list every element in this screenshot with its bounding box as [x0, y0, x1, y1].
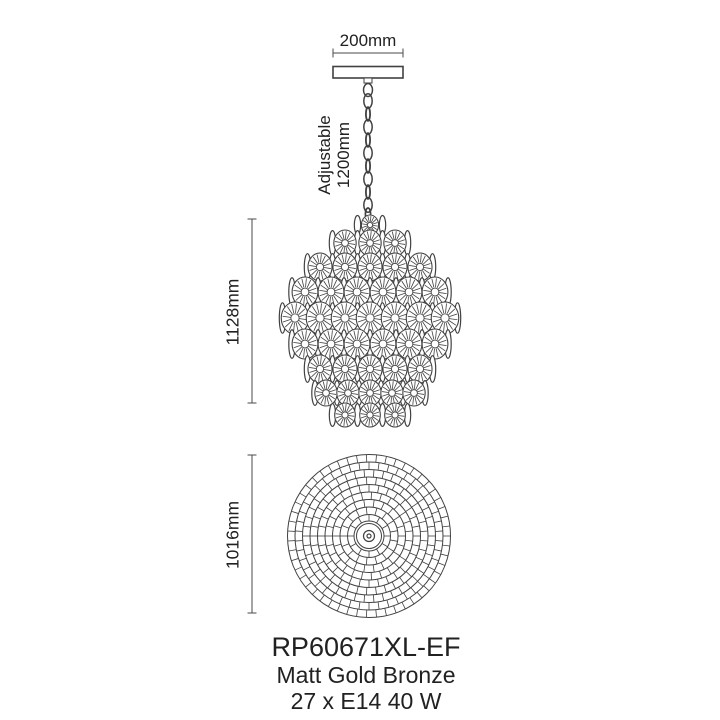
adjustable-drop-label: [315, 115, 353, 194]
product-info: [12, 632, 720, 714]
ceiling-plate: [333, 67, 403, 97]
suspension-chain: [364, 94, 372, 220]
chandelier-front-view: [279, 215, 460, 427]
product-code: RP60671XL-EF: [271, 632, 461, 662]
adjustable-length: 1200mm: [334, 121, 353, 189]
fixture-diameter-label: 1016mm: [222, 500, 243, 570]
fixture-height-dimension: [248, 219, 257, 403]
canopy-width-label: 200mm: [339, 31, 397, 50]
product-lamping: 27 x E14 40 W: [290, 688, 442, 714]
adjustable-word: Adjustable: [315, 115, 334, 195]
chandelier-top-view: [288, 455, 451, 618]
product-finish: Matt Gold Bronze: [276, 662, 456, 688]
fixture-height-label: 1128mm: [222, 278, 243, 346]
fixture-diameter-dimension: [248, 455, 257, 613]
